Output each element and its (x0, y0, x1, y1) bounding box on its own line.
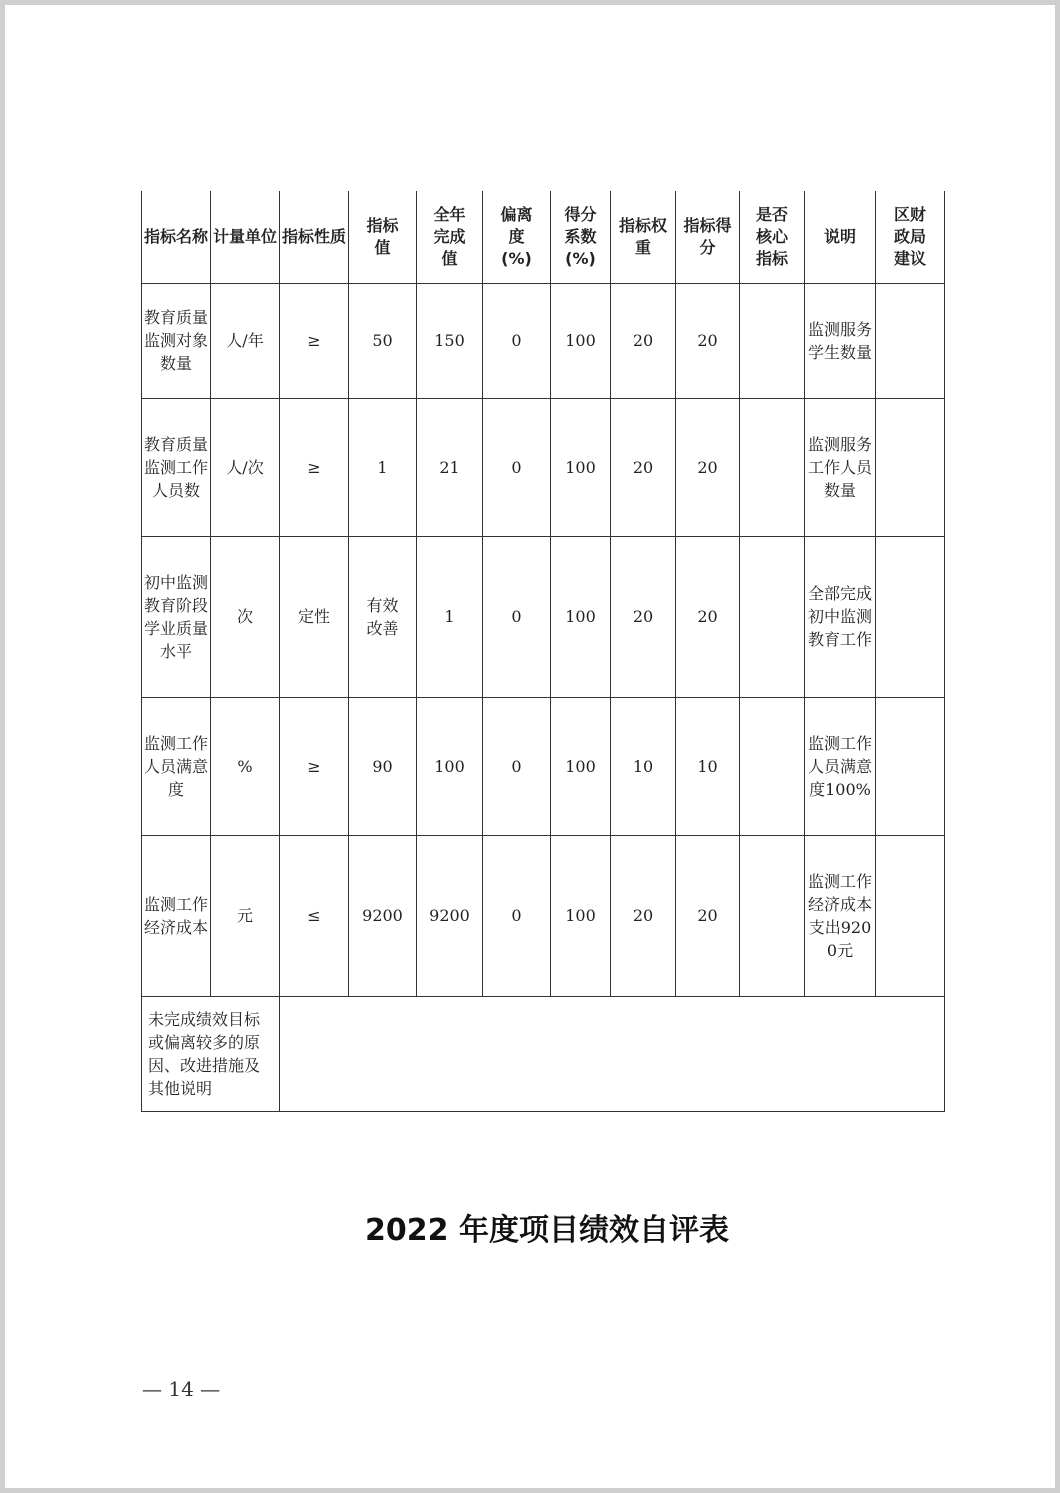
actual-cell: 150 (417, 283, 483, 398)
coef-cell: 100 (551, 398, 611, 536)
header-cell: 说明 (805, 191, 876, 283)
table-row (142, 398, 945, 536)
core-cell (740, 283, 805, 398)
weight-cell: 10 (611, 697, 676, 835)
indicator-name: 监测工作经济成本 (142, 835, 211, 996)
score-cell: 20 (676, 536, 740, 697)
header-cell: 区财政局建议 (876, 191, 945, 283)
note-cell: 监测工作人员满意度100% (805, 697, 876, 835)
indicator-name: 监测工作人员满意度 (142, 697, 211, 835)
coef-cell: 100 (551, 835, 611, 996)
note-cell: 监测服务学生数量 (805, 283, 876, 398)
score-cell: 20 (676, 398, 740, 536)
header-cell: 计量单位 (211, 191, 280, 283)
core-cell (740, 398, 805, 536)
actual-cell: 100 (417, 697, 483, 835)
weight-cell: 20 (611, 398, 676, 536)
advice-cell (876, 536, 945, 697)
weight-cell: 20 (611, 283, 676, 398)
target-cell: 90 (349, 697, 417, 835)
table-header-row (142, 191, 945, 283)
nature-cell: ≤ (280, 835, 349, 996)
table-row (142, 283, 945, 398)
target-cell: 50 (349, 283, 417, 398)
score-cell: 20 (676, 835, 740, 996)
actual-cell: 9200 (417, 835, 483, 996)
advice-cell (876, 697, 945, 835)
deviation-cell: 0 (483, 835, 551, 996)
header-cell: 得分系数(%) (551, 191, 611, 283)
actual-cell: 21 (417, 398, 483, 536)
coef-cell: 100 (551, 283, 611, 398)
unit-cell: 元 (211, 835, 280, 996)
deviation-cell: 0 (483, 536, 551, 697)
performance-table (141, 191, 945, 1112)
advice-cell (876, 398, 945, 536)
reason-value (280, 996, 945, 1111)
nature-cell: ≥ (280, 697, 349, 835)
header-cell: 指标权重 (611, 191, 676, 283)
target-cell: 9200 (349, 835, 417, 996)
document-page (5, 5, 1055, 1488)
header-cell: 偏离度(%) (483, 191, 551, 283)
core-cell (740, 697, 805, 835)
unit-cell: 次 (211, 536, 280, 697)
score-cell: 10 (676, 697, 740, 835)
coef-cell: 100 (551, 536, 611, 697)
score-cell: 20 (676, 283, 740, 398)
nature-cell: ≥ (280, 283, 349, 398)
indicator-name: 初中监测教育阶段学业质量水平 (142, 536, 211, 697)
actual-cell: 1 (417, 536, 483, 697)
unit-cell: % (211, 697, 280, 835)
unit-cell: 人/次 (211, 398, 280, 536)
advice-cell (876, 283, 945, 398)
core-cell (740, 536, 805, 697)
nature-cell: 定性 (280, 536, 349, 697)
reason-row (142, 996, 945, 1111)
header-cell: 指标名称 (142, 191, 211, 283)
target-cell: 1 (349, 398, 417, 536)
header-cell: 指标性质 (280, 191, 349, 283)
note-cell: 监测服务工作人员数量 (805, 398, 876, 536)
table-row (142, 835, 945, 996)
weight-cell: 20 (611, 536, 676, 697)
indicator-name: 教育质量监测工作人员数 (142, 398, 211, 536)
header-cell: 全年完成值 (417, 191, 483, 283)
weight-cell: 20 (611, 835, 676, 996)
document-title: 2022 年度项目绩效自评表 (365, 1213, 729, 1248)
indicator-name: 教育质量监测对象数量 (142, 283, 211, 398)
note-cell: 监测工作经济成本支出9200元 (805, 835, 876, 996)
header-cell: 指标值 (349, 191, 417, 283)
page-number: — 14 — (142, 1377, 221, 1401)
header-cell: 是否核心指标 (740, 191, 805, 283)
nature-cell: ≥ (280, 398, 349, 536)
table-row (142, 697, 945, 835)
reason-label: 未完成绩效目标或偏离较多的原因、改进措施及其他说明 (142, 996, 280, 1111)
note-cell: 全部完成初中监测教育工作 (805, 536, 876, 697)
deviation-cell: 0 (483, 398, 551, 536)
table-row (142, 536, 945, 697)
target-cell: 有效改善 (349, 536, 417, 697)
core-cell (740, 835, 805, 996)
deviation-cell: 0 (483, 283, 551, 398)
advice-cell (876, 835, 945, 996)
deviation-cell: 0 (483, 697, 551, 835)
header-cell: 指标得分 (676, 191, 740, 283)
unit-cell: 人/年 (211, 283, 280, 398)
coef-cell: 100 (551, 697, 611, 835)
